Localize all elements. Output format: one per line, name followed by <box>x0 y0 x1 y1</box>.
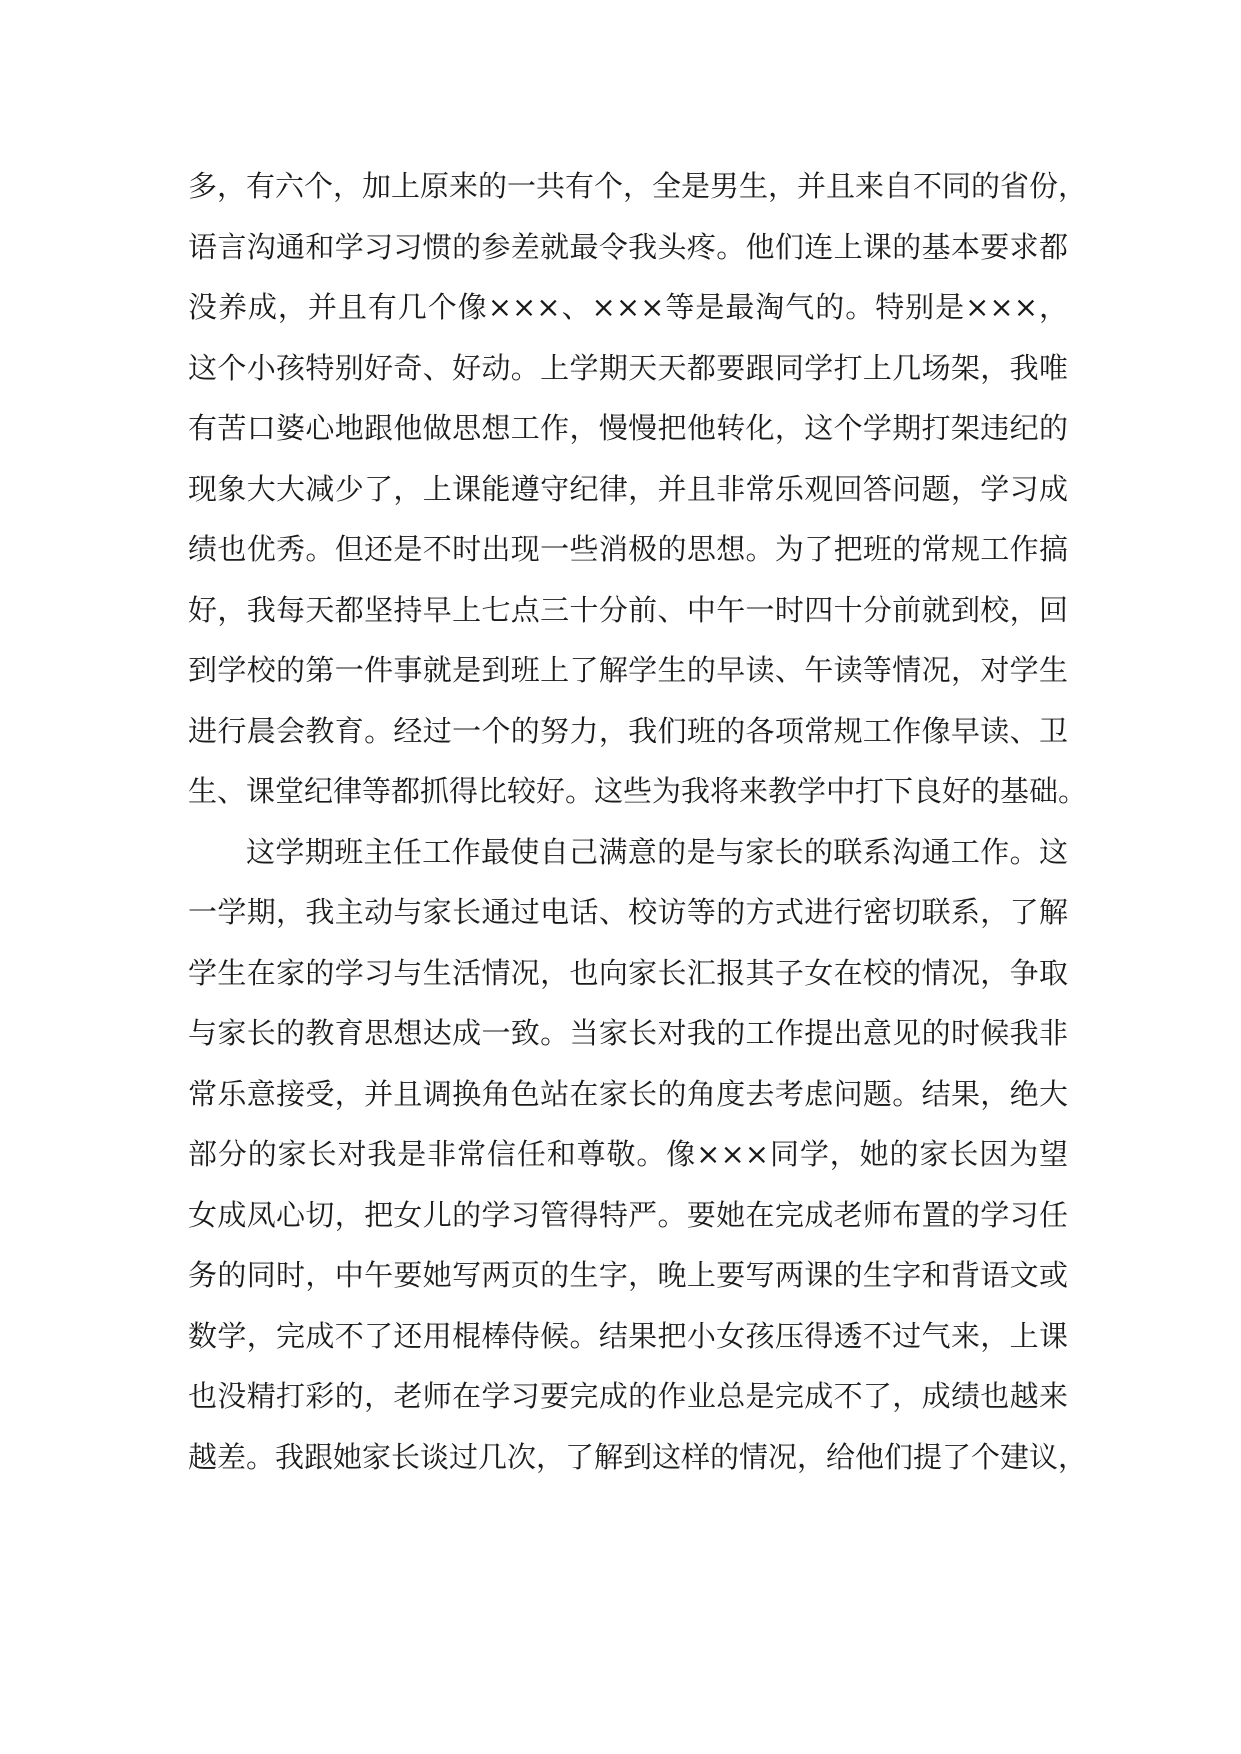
text-line: 现象大大减少了，上课能遵守纪律，并且非常乐观回答问题，学习成 <box>188 471 1068 506</box>
text-line: 部分的家长对我是非常信任和尊敬。像×××同学，她的家长因为望 <box>188 1137 1068 1171</box>
text-line: 生、课堂纪律等都抓得比较好。这些为我将来教学中打下良好的基础。 <box>188 774 1088 808</box>
text-line: 一学期，我主动与家长通过电话、校访等的方式进行密切联系，了解 <box>188 895 1068 929</box>
text-line: 这个小孩特别好奇、好动。上学期天天都要跟同学打上几场架，我唯 <box>188 350 1068 385</box>
text-line: 有苦口婆心地跟他做思想工作，慢慢把他转化，这个学期打架违纪的 <box>188 411 1068 445</box>
text-line: 到学校的第一件事就是到班上了解学生的早读、午读等情况，对学生 <box>188 653 1068 687</box>
text-line: 务的同时，中午要她写两页的生字，晚上要写两课的生字和背语文或 <box>188 1258 1068 1292</box>
text-line: 这学期班主任工作最使自己满意的是与家长的联系沟通工作。这 <box>246 834 1068 869</box>
text-line: 女成凤心切，把女儿的学习管得特严。要她在完成老师布置的学习任 <box>188 1197 1068 1232</box>
text-line: 没养成，并且有几个像×××、×××等是最淘气的。特别是×××， <box>188 290 1068 324</box>
text-line: 绩也优秀。但还是不时出现一些消极的思想。为了把班的常规工作搞 <box>188 532 1068 566</box>
text-line: 进行晨会教育。经过一个的努力，我们班的各项常规工作像早读、卫 <box>188 713 1068 748</box>
body-text <box>188 156 1088 1487</box>
text-line: 与家长的教育思想达成一致。当家长对我的工作提出意见的时候我非 <box>188 1016 1068 1050</box>
text-line: 语言沟通和学习习惯的参差就最令我头疼。他们连上课的基本要求都 <box>188 229 1068 264</box>
text-line: 好，我每天都坚持早上七点三十分前、中午一时四十分前就到校，回 <box>188 592 1068 627</box>
text-line: 常乐意接受，并且调换角色站在家长的角度去考虑问题。结果，绝大 <box>188 1076 1068 1111</box>
text-line: 数学，完成不了还用棍棒侍候。结果把小女孩压得透不过气来，上课 <box>188 1318 1068 1353</box>
text-line: 多，有六个，加上原来的一共有个，全是男生，并且来自不同的省份， <box>188 169 1088 203</box>
text-line: 学生在家的学习与生活情况，也向家长汇报其子女在校的情况，争取 <box>188 955 1068 990</box>
text-line: 越差。我跟她家长谈过几次，了解到这样的情况，给他们提了个建议， <box>188 1439 1088 1474</box>
text-line: 也没精打彩的，老师在学习要完成的作业总是完成不了，成绩也越来 <box>188 1379 1068 1413</box>
